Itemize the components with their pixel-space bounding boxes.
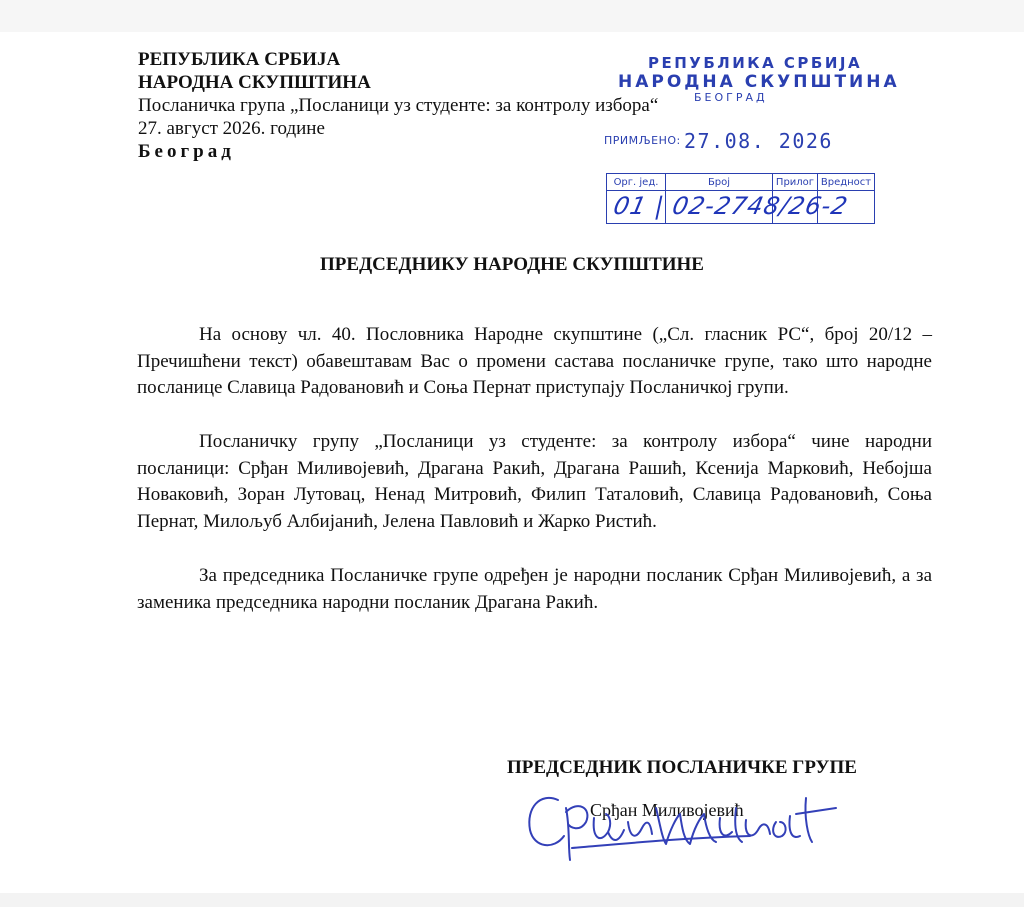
bottom-margin-strip [0, 893, 1024, 907]
stamp-header-attachment: Прилог [773, 174, 818, 191]
paragraph-1 [137, 322, 932, 402]
sender-block [138, 48, 658, 163]
stamp-assembly: НАРОДНА СКУПШТИНА [618, 72, 900, 92]
paragraph-text: Посланичку групу „Посланици уз студенте: за контролу избора“ чине народни посланици: Срђан Миливојевић, Драгана Ракић, Драгана Рашић, Ксенија Марковић, Небојша Новаковић, Зоран Лутовац, Ненад Митровић, Филип Таталовић, Славица Радовановић, Соња Пернат, Милољуб Албијанић, Јелена Павловић и Жарко Ристић. [137, 431, 932, 532]
stamp-header-org-unit: Орг. јед. [607, 174, 666, 191]
paragraph-text: За председника Посланичке групе одређен је народни посланик Срђан Миливојевић, а за заменика председника народни посланик Драгана Ракић. [137, 565, 932, 613]
sender-group: Посланичка група „Посланици уз студенте: за контролу избора“ [138, 95, 659, 116]
stamp-header-number: Број [666, 174, 773, 191]
signature-title: ПРЕДСЕДНИК ПОСЛАНИЧКЕ ГРУПЕ [507, 757, 857, 778]
signature-name: Срђан Миливојевић [590, 800, 744, 820]
paragraph-text: На основу чл. 40. Пословника Народне скупштине („Сл. гласник РС“, број 20/12 – Пречишћени текст) обавештавам Вас о промени састава посланичке групе, тако што народне посланице Славица Радовановић и Соња Пернат приступају Посланичкој групи. [137, 324, 932, 398]
paragraph-3 [137, 563, 932, 616]
sender-republic: РЕПУБЛИКА СРБИЈА [138, 49, 341, 70]
addressee-title: ПРЕДСЕДНИКУ НАРОДНЕ СКУПШТИНЕ [320, 254, 704, 275]
received-stamp [600, 52, 900, 242]
stamp-received-label: ПРИМЉЕНО: [604, 134, 681, 147]
stamp-city: БЕОГРАД [694, 91, 768, 104]
stamp-header-value: Вредност [818, 174, 875, 191]
stamp-handwritten-number: 01 | 02-2748/26-2 [611, 192, 851, 220]
stamp-republic: РЕПУБЛИКА СРБИЈА [648, 54, 863, 72]
sender-assembly: НАРОДНА СКУПШТИНА [138, 72, 371, 93]
paragraph-2 [137, 429, 932, 535]
stamp-received-date: 27.08. 2026 [684, 129, 833, 153]
sender-city: Београд [138, 141, 235, 162]
top-margin-strip [0, 0, 1024, 32]
sender-date: 27. август 2026. године [138, 118, 325, 139]
handwritten-signature [520, 778, 850, 868]
